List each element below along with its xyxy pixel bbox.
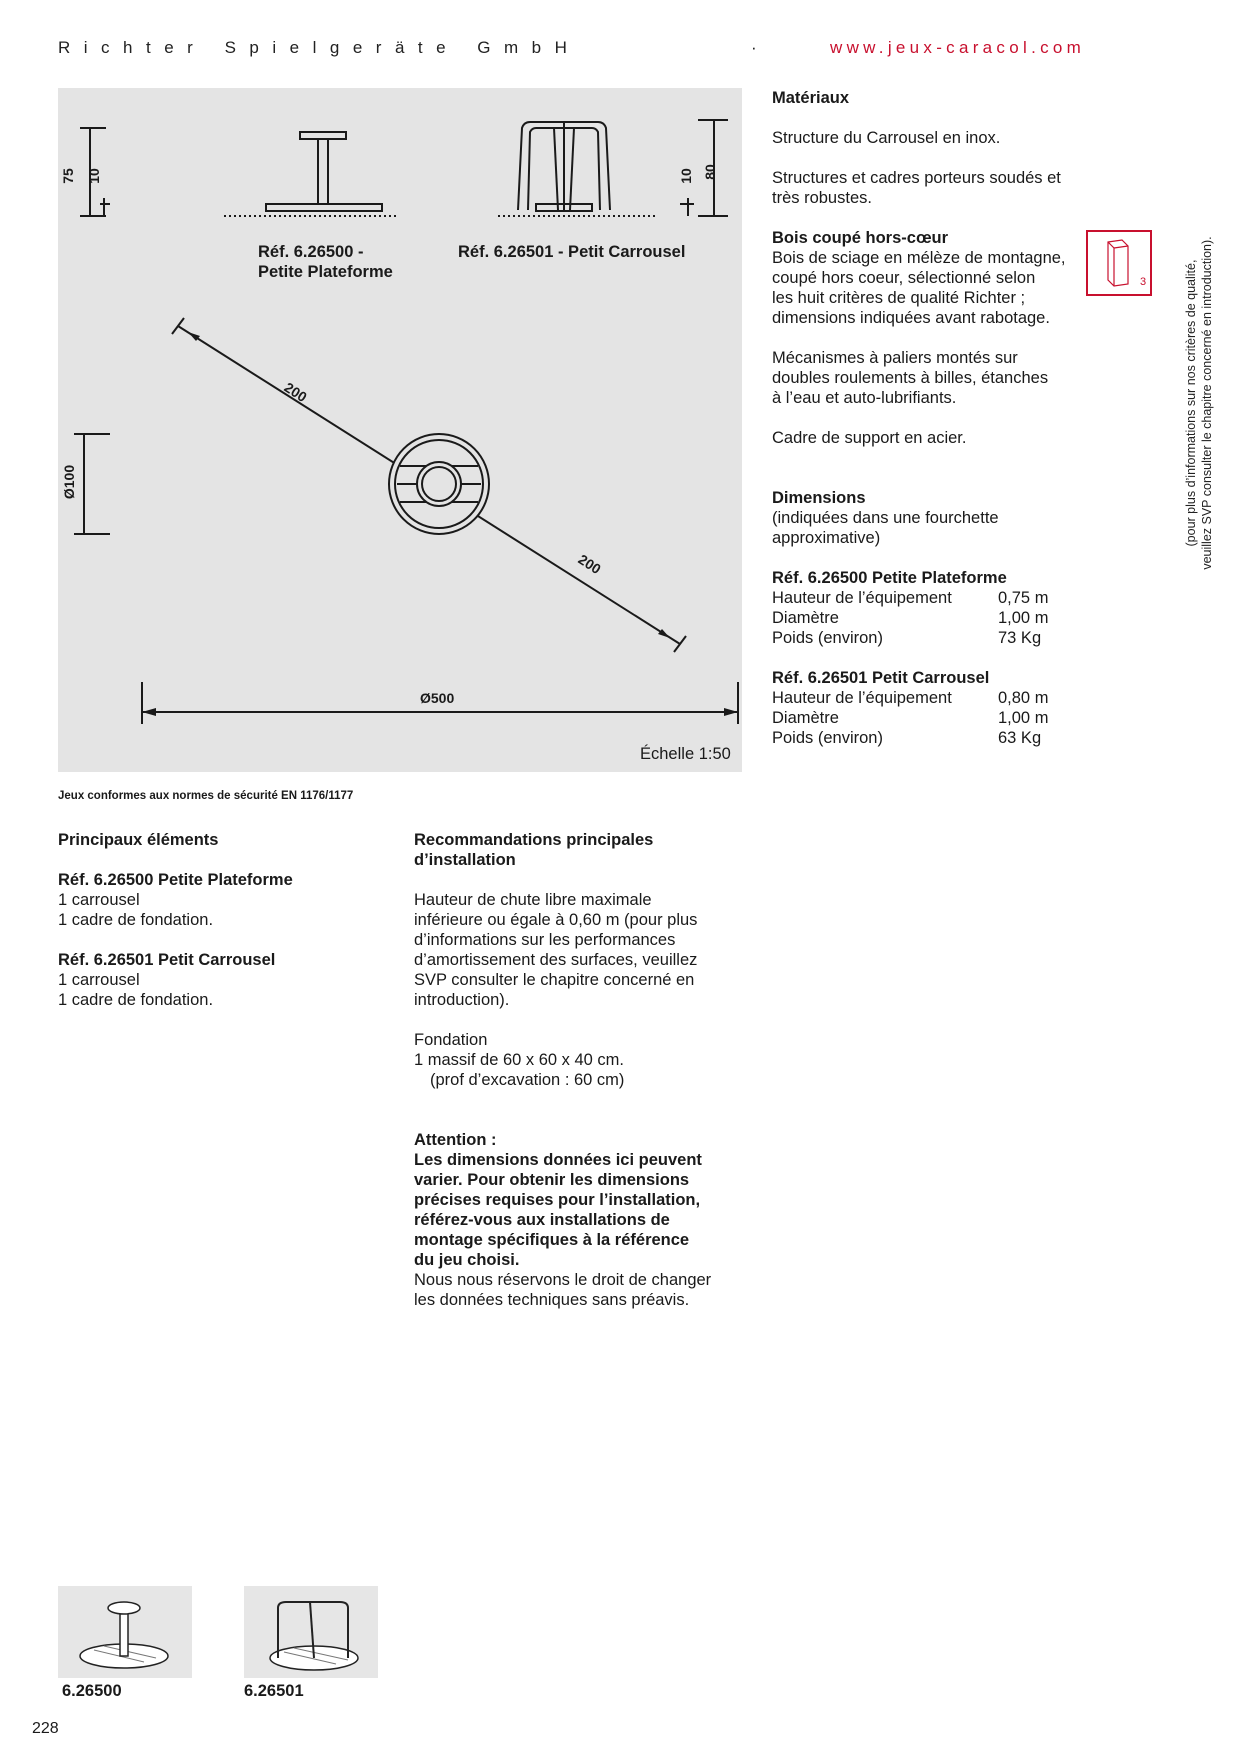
spec-row — [772, 728, 1072, 748]
spec-value: 1,00 m — [998, 609, 1049, 627]
dimensions-note: (indiquées dans une fourchette — [772, 509, 999, 527]
side-note-line: (pour plus d’informations sur nos critères de qualité, — [1184, 259, 1198, 547]
thumbnail-6-26501[interactable] — [244, 1586, 378, 1678]
website-link[interactable]: www.jeux-caracol.com — [830, 38, 1086, 57]
scale-label: Échelle 1:50 — [640, 745, 731, 763]
thumbnail-label: 6.26501 — [244, 1682, 304, 1700]
company-name: Richter Spielgeräte GmbH — [58, 38, 581, 57]
spec-title: Réf. 6.26501 Petit Carrousel — [772, 669, 990, 687]
spec-row — [772, 588, 1072, 608]
materials-heading: Matériaux — [772, 89, 850, 107]
materials-p2-line: très robustes. — [772, 189, 872, 207]
side-note-line: veuillez SVP consulter le chapitre concerné en introduction). — [1200, 236, 1214, 570]
cadre-line: Cadre de support en acier. — [772, 429, 967, 447]
page-number: 228 — [32, 1720, 59, 1737]
meca-line: Mécanismes à paliers montés sur — [772, 349, 1018, 367]
disclaimer-line: les données techniques sans préavis. — [414, 1291, 690, 1309]
disclaimer-line: Nous nous réservons le droit de changer — [414, 1271, 712, 1289]
wood-quality-icon — [1086, 230, 1152, 296]
caption-carrousel: Réf. 6.26501 - Petit Carrousel — [458, 243, 686, 261]
install-chute-line: inférieure ou égale à 0,60 m (pour plus — [414, 911, 698, 929]
spec-value: 0,75 m — [998, 589, 1049, 607]
fondation-line: (prof d’excavation : 60 cm) — [430, 1071, 625, 1089]
spec-title: Réf. 6.26500 Petite Plateforme — [772, 569, 1007, 587]
install-chute-line: Hauteur de chute libre maximale — [414, 891, 652, 909]
technical-drawing — [58, 88, 742, 772]
spec-label: Diamètre — [772, 609, 839, 627]
thumbnail-label: 6.26500 — [62, 1682, 122, 1700]
elements-ref1-line: 1 carrousel — [58, 891, 140, 909]
elements-section — [58, 830, 388, 1010]
dim-10-left-label: 10 — [85, 168, 102, 184]
spec-row — [772, 608, 1072, 628]
spec-label: Hauteur de l’équipement — [772, 689, 952, 707]
install-chute-line: SVP consulter le chapitre concerné en — [414, 971, 695, 989]
elements-ref2-title: Réf. 6.26501 Petit Carrousel — [58, 951, 276, 969]
dim-75-label: 75 — [59, 168, 76, 184]
install-heading-2: d’installation — [414, 851, 516, 869]
dim-200a-label: 200 — [281, 378, 310, 406]
materials-p1: Structure du Carrousel en inox. — [772, 129, 1001, 147]
spec-row — [772, 688, 1072, 708]
header-separator: · — [751, 38, 757, 57]
spec-value: 1,00 m — [998, 709, 1049, 727]
platform-thumbnail-icon — [58, 1586, 192, 1678]
elements-ref1-title: Réf. 6.26500 Petite Plateforme — [58, 871, 293, 889]
spec-label: Hauteur de l’équipement — [772, 589, 952, 607]
elements-ref2-line: 1 cadre de fondation. — [58, 991, 214, 1009]
install-heading: Recommandations principales — [414, 831, 654, 849]
attention-line: référez-vous aux installations de — [414, 1211, 670, 1229]
spec-value: 0,80 m — [998, 689, 1049, 707]
install-chute-line: introduction). — [414, 991, 510, 1009]
materials-section — [772, 88, 1072, 748]
dimensions-heading: Dimensions — [772, 489, 866, 507]
spec-label: Poids (environ) — [772, 729, 883, 747]
spec-row — [772, 628, 1072, 648]
spec-row — [772, 708, 1072, 728]
dimensions-note: approximative) — [772, 529, 881, 547]
dim-10-right-label: 10 — [677, 168, 694, 184]
platform-seat — [300, 132, 346, 139]
attention-line: du jeu choisi. — [414, 1251, 520, 1269]
drawing-svg — [58, 88, 742, 772]
wood-icon-number: 3 — [1140, 276, 1147, 288]
attention-line: varier. Pour obtenir les dimensions — [414, 1171, 690, 1189]
elements-heading: Principaux éléments — [58, 831, 219, 849]
attention-line: précises requises pour l’installation, — [414, 1191, 701, 1209]
install-chute-line: d’amortissement des surfaces, veuillez — [414, 951, 698, 969]
attention-line: Les dimensions données ici peuvent — [414, 1151, 702, 1169]
spec-value: 63 Kg — [998, 729, 1042, 747]
side-note — [1175, 228, 1214, 578]
spec-value: 73 Kg — [998, 629, 1042, 647]
fondation-line: 1 massif de 60 x 60 x 40 cm. — [414, 1051, 625, 1069]
install-section — [414, 830, 744, 1310]
wood-line: coupé hors coeur, sélectionné selon — [772, 269, 1036, 287]
dim-200b-label: 200 — [575, 550, 604, 578]
meca-line: à l’eau et auto-lubrifiants. — [772, 389, 957, 407]
spec-label: Poids (environ) — [772, 629, 883, 647]
elements-ref2-line: 1 carrousel — [58, 971, 140, 989]
wood-line: Bois de sciage en mélèze de montagne, — [772, 249, 1066, 267]
wood-line: dimensions indiquées avant rabotage. — [772, 309, 1050, 327]
wood-line: les huit critères de qualité Richter ; — [772, 289, 1026, 307]
meca-line: doubles roulements à billes, étanches — [772, 369, 1049, 387]
materials-p2-line: Structures et cadres porteurs soudés et — [772, 169, 1061, 187]
carrousel-thumbnail-icon — [244, 1586, 378, 1678]
attention-title: Attention : — [414, 1131, 497, 1149]
dim-80-label: 80 — [701, 164, 718, 180]
dim-diam500-label: Ø500 — [420, 690, 455, 706]
attention-line: montage spécifiques à la référence — [414, 1231, 690, 1249]
platform-base — [266, 204, 382, 211]
safety-norms: Jeux conformes aux normes de sécurité EN 1176/1177 — [58, 790, 354, 802]
thumbnail-6-26500[interactable] — [58, 1586, 192, 1678]
spec-label: Diamètre — [772, 709, 839, 727]
caption-platform-line2: Petite Plateforme — [258, 263, 393, 281]
caption-platform-line1: Réf. 6.26500 - — [258, 243, 364, 261]
fondation-title: Fondation — [414, 1031, 488, 1049]
wood-title: Bois coupé hors-cœur — [772, 229, 949, 247]
install-chute-line: d’informations sur les performances — [414, 931, 676, 949]
elements-ref1-line: 1 cadre de fondation. — [58, 911, 214, 929]
dim-diam100-label: Ø100 — [61, 464, 78, 500]
